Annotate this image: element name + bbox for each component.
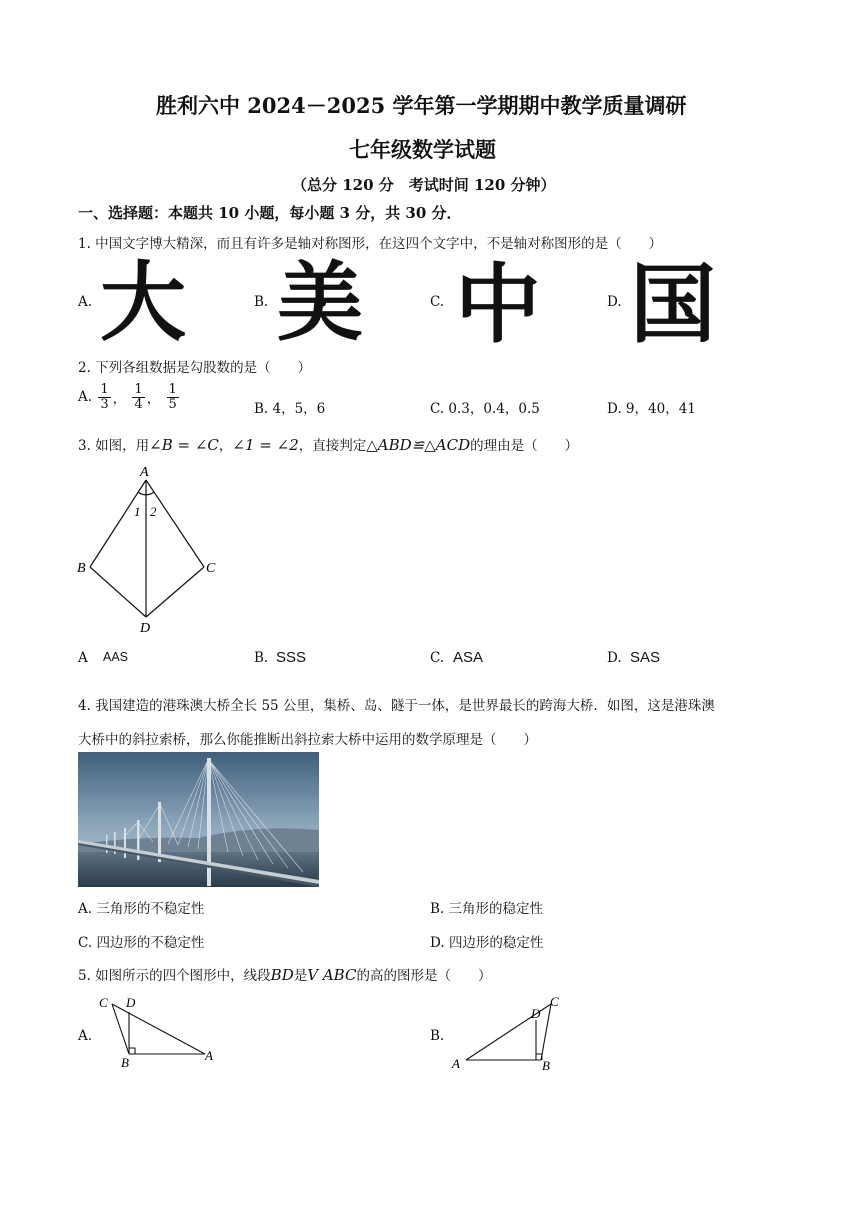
option-d: D. 9，40，41	[607, 401, 696, 417]
option-d-character: 国	[630, 255, 716, 355]
option-a-label: A	[78, 650, 88, 666]
fraction: $\frac{1}{5}$	[168, 382, 177, 412]
option-c: C. 0.3，0.4，0.5	[430, 401, 540, 417]
label-a: A	[205, 1048, 213, 1063]
label-a: A	[140, 465, 149, 480]
option-a-value: AAS	[103, 650, 129, 664]
side-ab	[90, 480, 146, 567]
label-angle-1: 1	[134, 504, 141, 519]
triangle-abc: V ABC	[307, 966, 357, 984]
exam-info: （总分 120 分 考试时间 120 分钟）	[292, 176, 556, 194]
side-bd	[90, 567, 146, 617]
separator: ，	[146, 391, 161, 408]
option-b-label: B.	[430, 1028, 445, 1044]
label-d: D	[126, 995, 136, 1010]
option-b-label: B.	[254, 294, 269, 310]
triangle-figure-b	[446, 992, 586, 1072]
label-angle-2: 2	[150, 504, 157, 519]
label-b: B	[121, 1055, 129, 1069]
question-5-text: 5. 如图所示的四个图形中，线段BD是V ABC的高的图形是（ ）	[78, 966, 492, 984]
question-4-line-1: 4. 我国建造的港珠澳大桥全长 55 公里，集桥、岛、隧于一体，是世界最长的跨海大桥．如图，这是港珠澳	[78, 698, 715, 714]
option-a-label: A.	[78, 1028, 93, 1044]
option-c-label: C.	[430, 650, 445, 666]
segment-bd: BD	[270, 966, 294, 984]
fraction: $\frac{1}{4}$	[134, 382, 143, 412]
option-a: A. 三角形的不稳定性	[78, 901, 205, 917]
label-a: A	[452, 1056, 460, 1071]
fraction: $\frac{1}{3}$	[100, 382, 109, 412]
side-ac	[146, 480, 204, 567]
option-b-character: 美	[277, 253, 363, 353]
option-a-label: A.	[78, 389, 93, 406]
page-subtitle: 七年级数学试题	[349, 137, 496, 162]
question-4-line-2: 大桥中的斜拉索桥，那么你能推断出斜拉索大桥中运用的数学原理是（ ）	[78, 732, 537, 748]
label-b: B	[542, 1058, 550, 1072]
label-d: D	[140, 621, 151, 635]
bridge-photo	[78, 752, 319, 887]
label-b: B	[77, 561, 86, 576]
condition-angles-b-c: ∠B = ∠C	[149, 436, 219, 454]
side-cd	[146, 567, 204, 617]
option-d: D. 四边形的稳定性	[430, 935, 544, 951]
triangle-figure-a	[95, 994, 225, 1069]
label-c: C	[99, 995, 108, 1010]
question-3-text: 3. 如图，用∠B = ∠C，∠1 = ∠2，直接判定△ABD≌△ACD的理由是（ ）	[78, 436, 579, 454]
label-c: C	[206, 561, 216, 576]
question-1-text: 1. 中国文字博大精深，而且有许多是轴对称图形，在这四个文字中，不是轴对称图形的是（ ）	[78, 236, 663, 252]
label-d: D	[531, 1006, 541, 1021]
option-b-value: SSS	[276, 649, 307, 666]
section-heading: 一、选择题：本题共 10 小题，每小题 3 分，共 30 分．	[78, 204, 462, 222]
separator: ，	[112, 391, 127, 408]
option-b: B. 4，5，6	[254, 401, 326, 417]
kite-figure	[75, 460, 225, 635]
option-c: C. 四边形的不稳定性	[78, 935, 205, 951]
option-b-label: B.	[254, 650, 269, 666]
page-title: 胜利六中 2024－2025 学年第一学期期中教学质量调研	[156, 93, 687, 118]
option-a-label: A.	[78, 294, 93, 310]
question-2-text: 2. 下列各组数据是勾股数的是（ ）	[78, 360, 312, 376]
label-c: C	[550, 994, 559, 1009]
option-c-value: ASA	[453, 649, 484, 666]
option-d-label: D.	[607, 294, 622, 310]
option-c-label: C.	[430, 294, 445, 310]
option-b: B. 三角形的稳定性	[430, 901, 544, 917]
option-a-character: 大	[100, 253, 186, 353]
condition-angles-1-2: ∠1 = ∠2	[232, 436, 299, 454]
option-a	[78, 383, 181, 411]
option-c-character: 中	[455, 255, 541, 355]
option-d-label: D.	[607, 650, 622, 666]
congruence-statement: △ABD≌△ACD	[366, 436, 471, 454]
option-d-value: SAS	[630, 649, 661, 666]
